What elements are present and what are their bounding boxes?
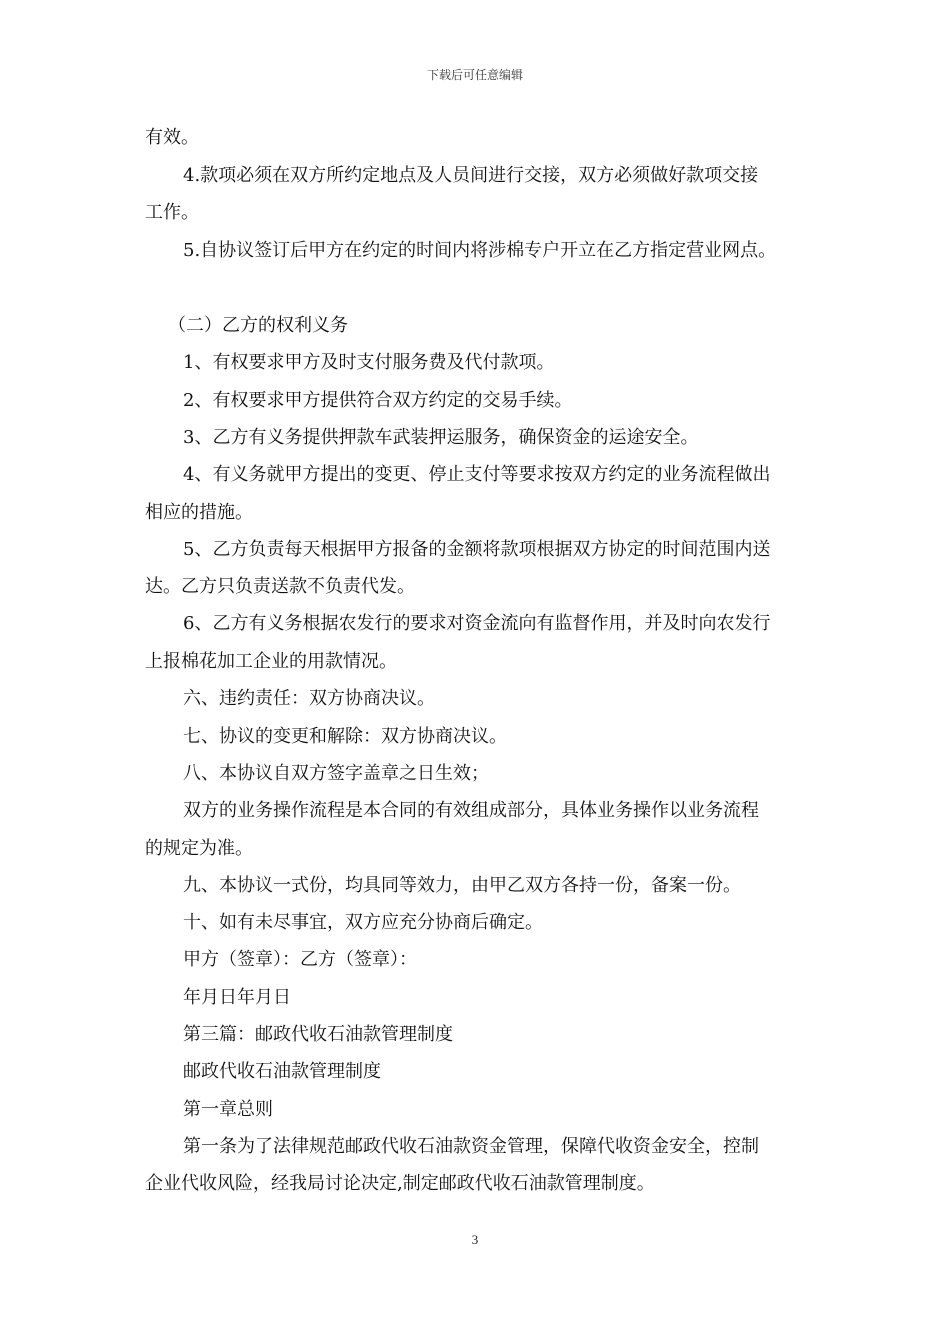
text-line: 2、有权要求甲方提供符合双方约定的交易手续。 xyxy=(183,390,573,411)
text-line: 七、协议的变更和解除：双方协商决议。 xyxy=(183,726,507,747)
document-title: 邮政代收石油款管理制度 xyxy=(183,1061,381,1082)
text-line: 六、违约责任：双方协商决议。 xyxy=(183,688,435,709)
text-line: 双方的业务操作流程是本合同的有效组成部分，具体业务操作以业务流程 xyxy=(183,800,759,821)
page-header: 下载后可任意编辑 xyxy=(426,68,523,82)
text-line: 6、乙方有义务根据农发行的要求对资金流向有监督作用，并及时向农发行 xyxy=(183,613,771,634)
text-line: 5.自协议签订后甲方在约定的时间内将涉棉专户开立在乙方指定营业网点。 xyxy=(183,240,777,261)
text-line: 4、有义务就甲方提出的变更、停止支付等要求按双方约定的业务流程做出 xyxy=(183,464,771,485)
text-line: 上报棉花加工企业的用款情况。 xyxy=(145,651,397,672)
section-title: 第三篇：邮政代收石油款管理制度 xyxy=(183,1024,453,1045)
date-line: 年月日年月日 xyxy=(183,987,291,1008)
text-line: 3、乙方有义务提供押款车武装押运服务，确保资金的运途安全。 xyxy=(183,427,699,448)
chapter-title: 第一章总则 xyxy=(183,1099,273,1120)
text-line: 相应的措施。 xyxy=(145,502,253,523)
signature-line: 甲方（签章）：乙方（签章）： xyxy=(183,949,417,970)
text-line: 的规定为准。 xyxy=(145,838,253,859)
text-line: 有效。 xyxy=(145,127,199,148)
text-line: 工作。 xyxy=(145,202,199,223)
text-line: 企业代收风险，经我局讨论决定,制定邮政代收石油款管理制度。 xyxy=(145,1173,655,1194)
text-line: 1、有权要求甲方及时支付服务费及代付款项。 xyxy=(183,352,555,373)
text-line: 5、乙方负责每天根据甲方报备的金额将款项根据双方协定的时间范围内送 xyxy=(183,539,771,560)
text-line: 八、本协议自双方签字盖章之日生效； xyxy=(183,763,489,784)
section-heading: （二）乙方的权利义务 xyxy=(168,315,348,336)
text-line: 十、如有未尽事宜，双方应充分协商后确定。 xyxy=(183,912,543,933)
text-line: 九、本协议一式份，均具同等效力，由甲乙双方各持一份，备案一份。 xyxy=(183,875,741,896)
text-line: 达。乙方只负责送款不负责代发。 xyxy=(145,576,415,597)
page-number: 3 xyxy=(471,1232,479,1247)
text-line: 4.款项必须在双方所约定地点及人员间进行交接，双方必须做好款项交接 xyxy=(183,165,759,186)
text-line: 第一条为了法律规范邮政代收石油款资金管理，保障代收资金安全，控制 xyxy=(183,1136,759,1157)
